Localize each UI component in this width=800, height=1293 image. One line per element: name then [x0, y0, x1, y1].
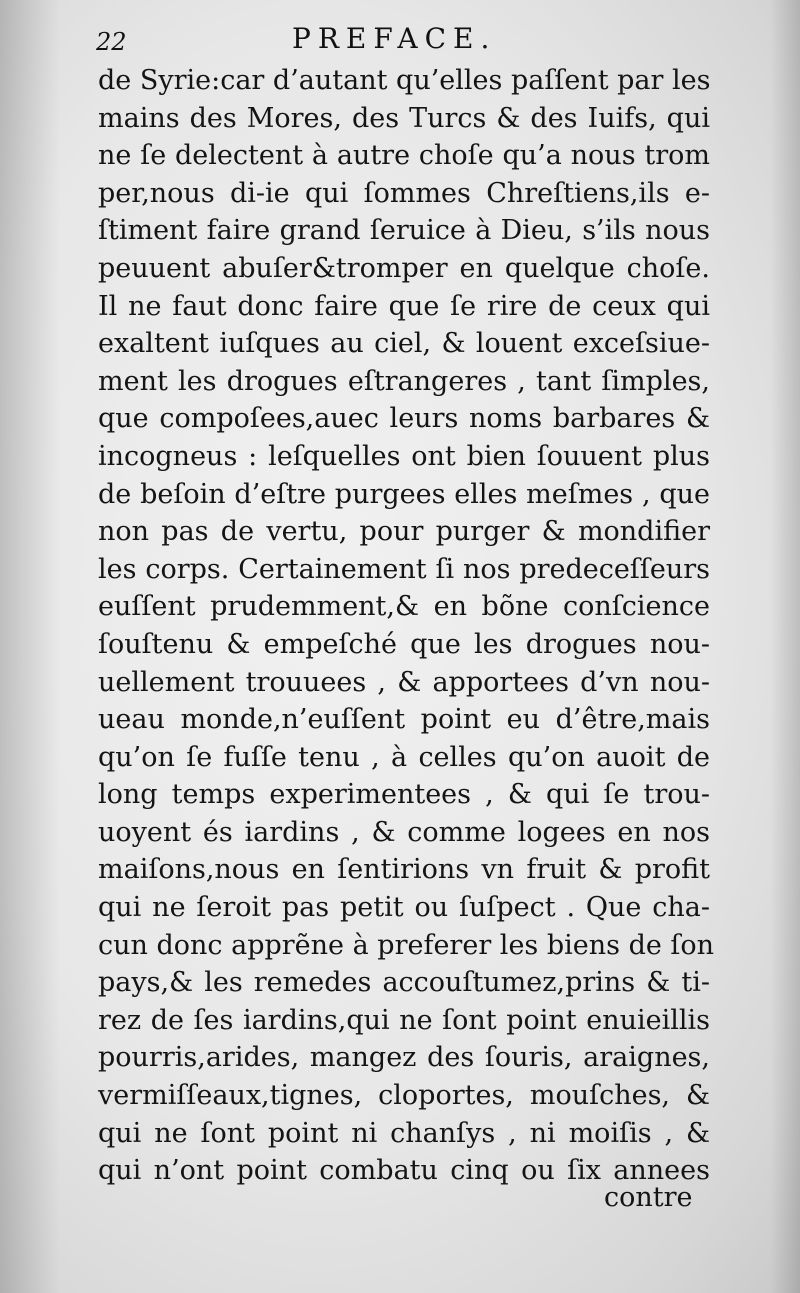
gutter-shadow	[0, 0, 60, 1293]
text-line: cun donc apprẽne à preferer les biens de ſon	[98, 929, 715, 961]
text-line: qui ne ſeroit pas petit ou ſuſpect . Que cha-	[98, 892, 710, 924]
page-number: 22	[96, 28, 127, 56]
text-line: non pas de vertu, pour purger & mondifier	[98, 516, 710, 548]
text-line: que compoſees,auec leurs noms barbares &	[98, 403, 710, 435]
text-line: uellement trouuees , & apportees d’vn nou-	[98, 666, 710, 698]
body-text	[98, 62, 715, 1190]
text-line: qui n’ont point combatu cinq ou ſix annees	[98, 1155, 710, 1187]
text-line: ne ſe delectent à autre choſe qu’a nous trom	[98, 140, 710, 172]
text-line: uoyent és iardins , & comme logees en nos	[98, 816, 710, 848]
text-line: qui ne ſont point ni chanſys , ni moiſis , &	[98, 1117, 710, 1149]
running-head: PREFACE.	[292, 22, 497, 55]
text-line: incogneus : leſquelles ont bien ſouuent plus	[98, 440, 710, 472]
text-line: ſtiment faire grand ſeruice à Dieu, s’ils nous	[98, 215, 710, 247]
text-line: peuuent abuſer&tromper en quelque choſe.	[98, 252, 710, 284]
text-line: Il ne faut donc faire que ſe rire de ceux qui	[98, 290, 710, 322]
text-line: ueau monde,n’euſſent point eu d’être,mais	[98, 704, 710, 736]
text-line: per,nous di-ie qui ſommes Chreſtiens,ils e-	[98, 177, 710, 209]
text-line: vermiſſeaux,tignes, cloportes, mouſches, &	[98, 1080, 710, 1112]
text-line: maiſons,nous en ſentirions vn fruit & profit	[98, 854, 710, 886]
page-header	[96, 22, 696, 58]
catchword: contre	[604, 1182, 693, 1213]
text-line: long temps experimentees , & qui ſe trou-	[98, 779, 710, 811]
text-line: mains des Mores, des Turcs & des Iuifs, qui	[98, 102, 710, 134]
text-line: pourris,arides, mangez des ſouris, araignes,	[98, 1042, 710, 1074]
page-edge-shadow	[770, 0, 800, 1293]
text-line: ſouſtenu & empeſché que les drogues nou-	[98, 628, 710, 660]
text-line: qu’on ſe fuſſe tenu , à celles qu’on auoit de	[98, 741, 710, 773]
text-line: rez de ſes iardins,qui ne ſont point enuieillis	[98, 1004, 710, 1036]
text-line: les corps. Certainement ſi nos predeceſſeurs	[98, 553, 710, 585]
text-line: pays,& les remedes accouſtumez,prins & ti-	[98, 967, 710, 999]
text-line: ment les drogues eſtrangeres , tant ſimples,	[98, 365, 710, 397]
text-line: de Syrie:car d’autant qu’elles paſſent par les	[98, 65, 711, 96]
text-line: de beſoin d’eſtre purgees elles meſmes , que	[98, 478, 710, 510]
text-line: euſſent prudemment,& en bõne conſcience	[98, 591, 710, 623]
text-line: exaltent iuſques au ciel, & louent exceſsiue-	[98, 328, 710, 360]
